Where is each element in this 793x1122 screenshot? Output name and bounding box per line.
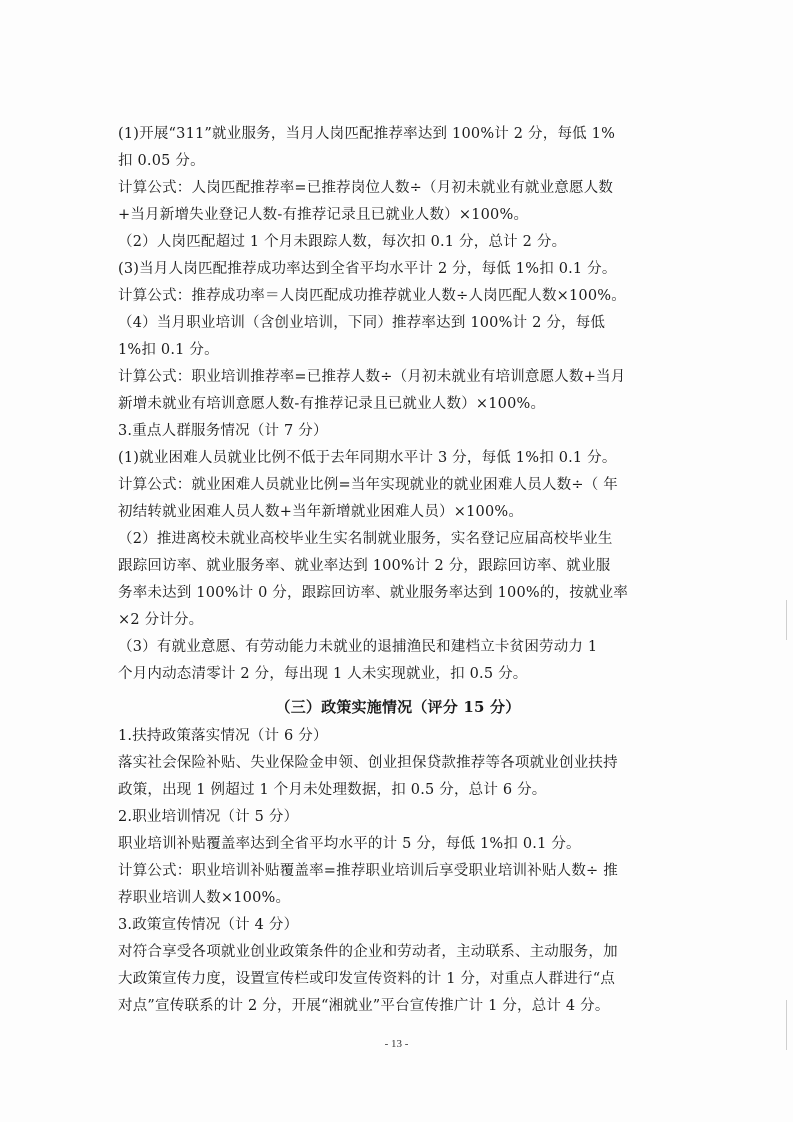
text-line: 计算公式：职业培训推荐率=已推荐人数÷（月初未就业有培训意愿人数+当月 [118,369,626,385]
text-line: （2）人岗匹配超过 1 个月未跟踪人数，每次扣 0.1 分，总计 2 分。 [118,234,567,250]
text-line: 新增未就业有培训意愿人数-有推荐记录且已就业人数）×100%。 [118,396,546,412]
text-line: 跟踪回访率、就业服务率、就业率达到 100%计 2 分，跟踪回访率、就业服 [118,558,611,574]
text-line: 扣 0.05 分。 [118,153,205,169]
text-line: 大政策宣传力度，设置宣传栏或印发宣传资料的计 1 分，对重点人群进行“点 [118,971,616,987]
page-number: - 13 - [384,1038,409,1050]
text-line: +当月新增失业登记人数-有推荐记录且已就业人数）×100%。 [118,207,529,223]
text-line: （3）有就业意愿、有劳动能力未就业的退捕渔民和建档立卡贫困劳动力 1 [118,639,598,655]
text-line: 对点”宣传联系的计 2 分，开展“湘就业”平台宣传推广计 1 分，总计 4 分。 [118,998,610,1014]
subsection-title: 1.扶持政策落实情况（计 6 分） [118,728,328,744]
text-line: 个月内动态清零计 2 分，每出现 1 人未实现就业，扣 0.5 分。 [118,666,528,682]
text-line: (1)开展“311”就业服务，当月人岗匹配推荐率达到 100%计 2 分，每低 1% [118,126,616,142]
text-line: （2）推进离校未就业高校毕业生实名制就业服务，实名登记应届高校毕业生 [118,531,613,547]
text-line: ×2 分计分。 [118,612,204,628]
section-heading: （三）政策实施情况（评分 15 分） [275,698,521,716]
text-line: 政策，出现 1 例超过 1 个月未处理数据，扣 0.5 分，总计 6 分。 [118,782,547,798]
text-line: 荐职业培训人数×100%。 [118,890,291,906]
scan-edge-mark [786,1000,787,1050]
text-line: （4）当月职业培训（含创业培训，下同）推荐率达到 100%计 2 分，每低 [118,315,606,331]
subsection-title: 2.职业培训情况（计 5 分） [118,809,299,825]
text-line: (3)当月人岗匹配推荐成功率达到全省平均水平计 2 分，每低 1%扣 0.1 分。 [118,261,617,277]
text-line: 职业培训补贴覆盖率达到全省平均水平的计 5 分，每低 1%扣 0.1 分。 [118,836,581,852]
text-line: 务率未达到 100%计 0 分，跟踪回访率、就业服务率达到 100%的，按就业率 [118,585,629,601]
text-line: 初结转就业困难人员人数+当年新增就业困难人员）×100%。 [118,504,524,520]
text-line: 计算公式：就业困难人员就业比例=当年实现就业的就业困难人员人数÷（ 年 [118,477,618,493]
text-line: 落实社会保险补贴、失业保险金申领、创业担保贷款推荐等各项就业创业扶持 [118,755,618,771]
text-line: (1)就业困难人员就业比例不低于去年同期水平计 3 分，每低 1%扣 0.1 分。 [118,450,617,466]
text-line: 计算公式：推荐成功率＝人岗匹配成功推荐就业人数÷人岗匹配人数×100%。 [118,288,626,304]
subsection-title: 3.政策宣传情况（计 4 分） [118,917,299,933]
text-line: 计算公式：职业培训补贴覆盖率=推荐职业培训后享受职业培训补贴人数÷ 推 [118,863,618,879]
text-line: 计算公式：人岗匹配推荐率=已推荐岗位人数÷（月初未就业有就业意愿人数 [118,180,614,196]
scan-edge-mark [786,600,787,640]
subsection-title: 3.重点人群服务情况（计 7 分） [118,423,328,439]
text-line: 对符合享受各项就业创业政策条件的企业和劳动者，主动联系、主动服务，加 [118,944,618,960]
text-line: 1%扣 0.1 分。 [118,342,219,358]
document-body [118,126,678,1025]
